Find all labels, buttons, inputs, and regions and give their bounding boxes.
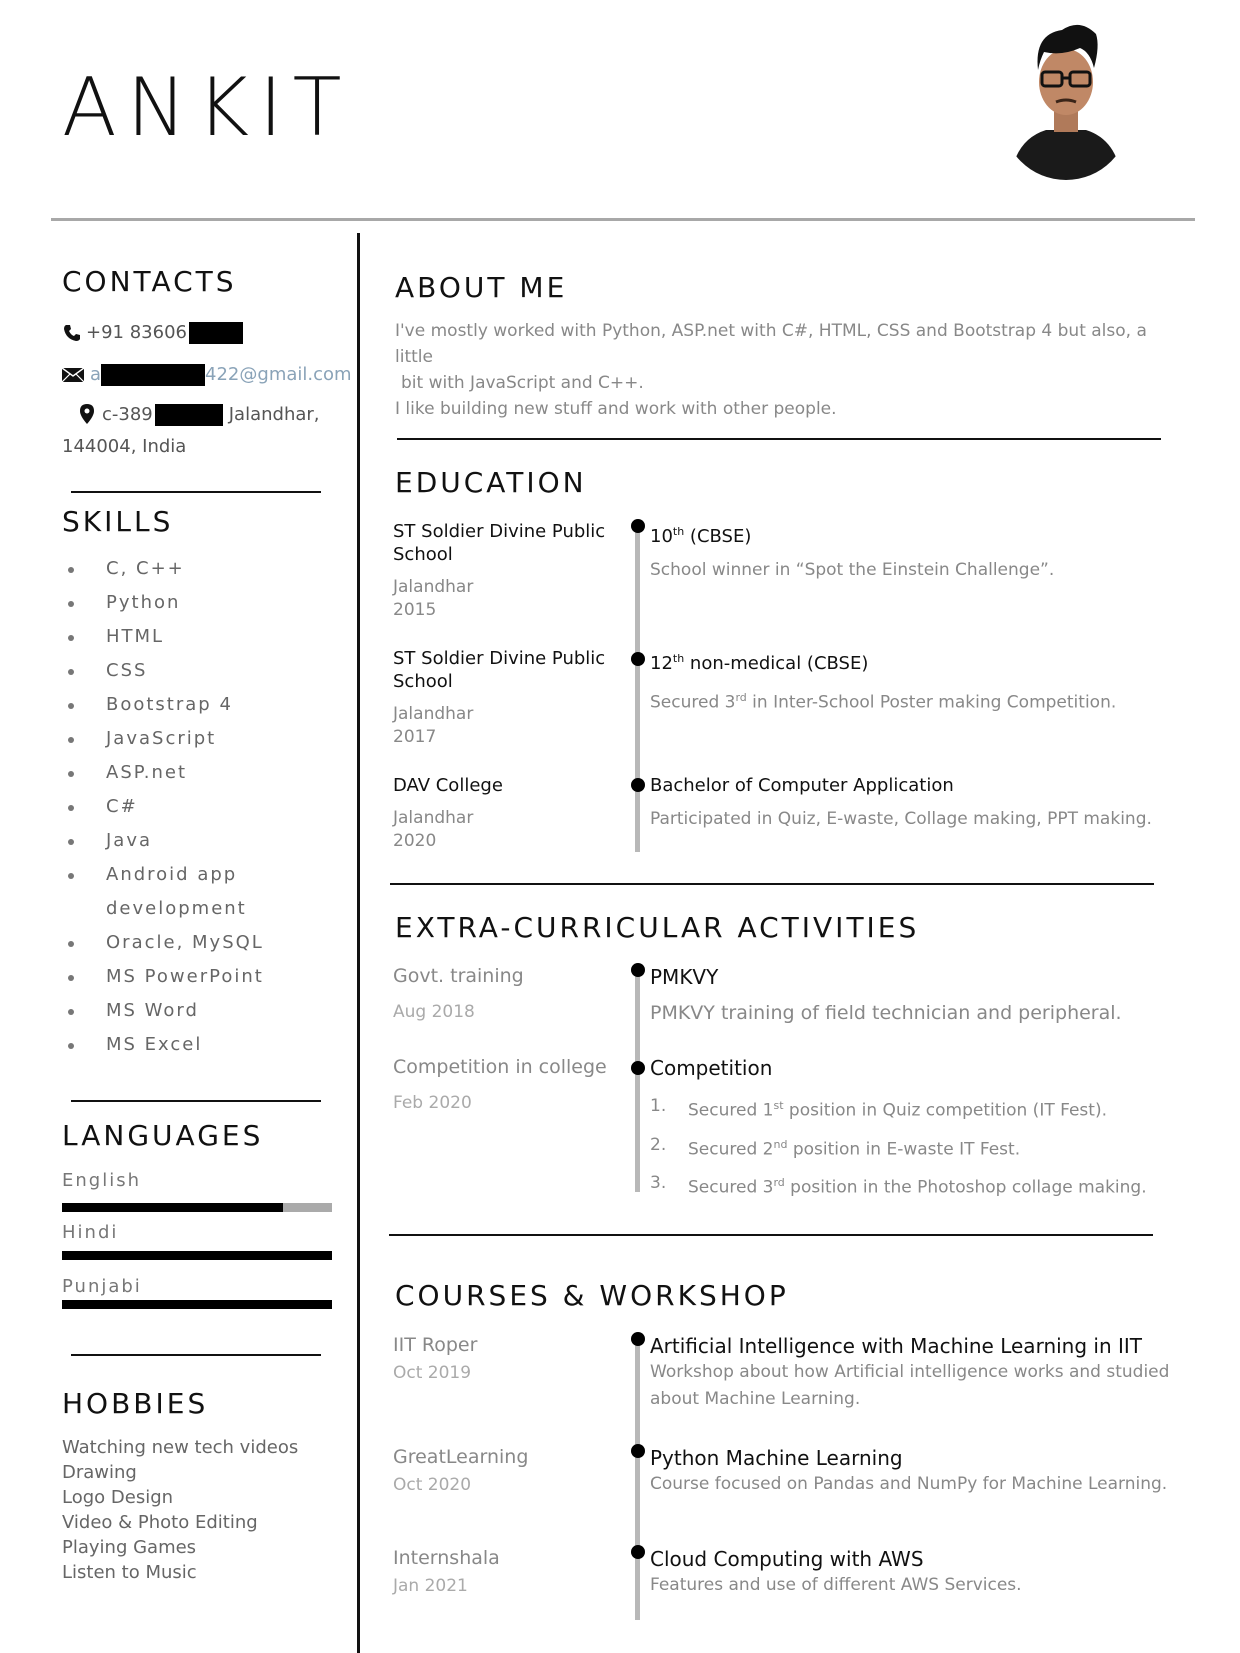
timeline-dot <box>631 1332 645 1346</box>
hobby-item: Logo Design <box>62 1487 174 1508</box>
course-entry-right <box>650 1546 1190 1599</box>
location-pin-icon <box>80 404 94 424</box>
education-entry-right <box>650 647 1190 717</box>
skill-item: JavaScript <box>62 722 336 756</box>
language-bar-hindi <box>62 1251 332 1260</box>
achievement-text: position in Quiz competition (IT Fest). <box>783 1100 1107 1121</box>
education-desc <box>650 684 1190 717</box>
institution-city: Jalandhar <box>393 808 474 828</box>
course-date: Oct 2020 <box>393 1475 472 1495</box>
phone-icon <box>62 323 82 343</box>
timeline-dot <box>631 778 645 792</box>
email-end[interactable]: 422@gmail.com <box>205 364 352 385</box>
activity-entry-right <box>650 1055 1190 1205</box>
course-desc: about Machine Learning. <box>650 1389 861 1409</box>
hobby-item: Drawing <box>62 1462 137 1483</box>
hobby-item: Listen to Music <box>62 1562 197 1583</box>
about-line: I like building new stuff and work with other people. <box>395 399 837 419</box>
education-entry-right <box>650 774 1190 833</box>
activity-category: Competition in college <box>393 1056 607 1078</box>
list-number: 1. <box>650 1096 667 1116</box>
education-entry-left <box>393 520 623 622</box>
skill-item: C, C++ <box>62 552 336 586</box>
education-entry-right <box>650 520 1190 584</box>
column-divider <box>357 233 360 1653</box>
title-main: 10 <box>650 526 673 547</box>
education-year: 2020 <box>393 831 437 851</box>
achievement-text: position in the Photoshop collage making. <box>784 1177 1147 1198</box>
address-line-1 <box>62 404 320 426</box>
education-desc: School winner in “Spot the Einstein Challenge”. <box>650 560 1055 580</box>
skill-item: Bootstrap 4 <box>62 688 336 722</box>
hobbies-list <box>62 1435 298 1585</box>
activity-category: Govt. training <box>393 965 524 987</box>
timeline-dot <box>631 519 645 533</box>
education-desc: Participated in Quiz, E-waste, Collage making, PPT making. <box>650 809 1152 829</box>
desc-part: in Inter-School Poster making Competition. <box>746 692 1117 713</box>
language-label-punjabi: Punjabi <box>62 1276 142 1297</box>
language-bar-fill <box>62 1251 332 1260</box>
list-number: 3. <box>650 1173 667 1194</box>
activity-title: Competition <box>650 1056 773 1080</box>
course-date: Oct 2019 <box>393 1363 472 1383</box>
skills-list <box>62 552 336 1062</box>
achievement-item <box>650 1089 1190 1128</box>
institution-city: Jalandhar <box>393 577 474 597</box>
institution-name: ST Soldier Divine Public School <box>393 521 606 565</box>
language-bar-fill <box>62 1203 283 1212</box>
hobby-item: Playing Games <box>62 1537 197 1558</box>
timeline-dot <box>631 652 645 666</box>
education-title <box>650 647 1190 676</box>
skill-item: HTML <box>62 620 336 654</box>
sidebar-divider <box>71 1100 321 1102</box>
activity-entry-left <box>393 1055 633 1115</box>
activity-date: Aug 2018 <box>393 1002 475 1022</box>
sidebar-divider <box>71 1354 321 1356</box>
section-divider <box>389 1234 1153 1236</box>
activity-entry-right <box>650 964 1190 1027</box>
contacts-heading: CONTACTS <box>62 265 237 298</box>
title-main: 12 <box>650 653 673 674</box>
education-heading: EDUCATION <box>395 466 587 499</box>
timeline-dot <box>631 963 645 977</box>
education-year: 2017 <box>393 727 437 747</box>
course-desc: Workshop about how Artificial intelligence works and studied <box>650 1362 1170 1382</box>
course-entry-left <box>393 1445 623 1497</box>
achievement-sup: rd <box>773 1176 785 1190</box>
achievement-text: Secured 1 <box>688 1100 774 1121</box>
language-bar-english <box>62 1203 332 1212</box>
profile-photo <box>1000 12 1132 182</box>
header-divider <box>51 218 1195 221</box>
skill-item: Android app development <box>62 858 336 926</box>
hobbies-heading: HOBBIES <box>62 1387 209 1420</box>
course-entry-left <box>393 1546 623 1598</box>
skill-item: MS PowerPoint <box>62 960 336 994</box>
about-line: I've mostly worked with Python, ASP.net with C#, HTML, CSS and Bootstrap 4 but also, a little <box>395 321 1147 367</box>
timeline-dot <box>631 1545 645 1559</box>
list-number: 2. <box>650 1134 667 1155</box>
timeline-line <box>635 967 640 1192</box>
courses-heading: COURSES & WORKSHOP <box>395 1279 789 1312</box>
achievement-list <box>650 1089 1190 1205</box>
email-line <box>62 364 352 386</box>
address-part-a: c-389 <box>102 404 153 425</box>
about-heading: ABOUT ME <box>395 271 568 304</box>
hobby-item: Video & Photo Editing <box>62 1512 258 1533</box>
education-title: Bachelor of Computer Application <box>650 775 954 796</box>
achievement-item <box>650 1128 1190 1167</box>
skill-item: ASP.net <box>62 756 336 790</box>
achievement-sup: st <box>773 1099 784 1112</box>
language-label-english: English <box>62 1170 141 1191</box>
section-divider <box>390 883 1154 885</box>
title-sup: th <box>672 525 685 538</box>
skills-heading: SKILLS <box>62 505 174 538</box>
timeline-line <box>635 1335 640 1620</box>
skill-item: CSS <box>62 654 336 688</box>
address-part-b: Jalandhar, <box>228 404 320 425</box>
language-label-hindi: Hindi <box>62 1222 119 1243</box>
title-sup: th <box>672 652 685 665</box>
address-line-2: 144004, India <box>62 436 187 457</box>
timeline-dot <box>631 1444 645 1458</box>
sidebar-divider <box>71 491 321 493</box>
course-date: Jan 2021 <box>393 1576 468 1596</box>
timeline-line <box>635 525 640 852</box>
institution-name: ST Soldier Divine Public School <box>393 648 606 692</box>
education-title <box>650 520 1190 549</box>
title-rest: non-medical (CBSE) <box>684 653 869 674</box>
about-line: bit with JavaScript and C++. <box>401 373 644 393</box>
education-entry-left <box>393 774 623 853</box>
course-title: Artificial Intelligence with Machine Learning in IIT <box>650 1334 1143 1358</box>
skill-item: MS Word <box>62 994 336 1028</box>
skill-item: C# <box>62 790 336 824</box>
achievement-sup: nd <box>773 1137 788 1151</box>
activity-date: Feb 2020 <box>393 1093 472 1113</box>
email-start[interactable]: a <box>90 364 102 385</box>
course-entry-right <box>650 1445 1190 1498</box>
achievement-text: Secured 2 <box>688 1139 774 1160</box>
institution-city: Jalandhar <box>393 704 474 724</box>
course-title: Python Machine Learning <box>650 1446 903 1470</box>
activity-desc: PMKVY training of field technician and peripheral. <box>650 1002 1122 1024</box>
title-rest: (CBSE) <box>684 526 752 547</box>
mail-icon <box>62 368 84 382</box>
phone-line <box>62 322 243 344</box>
course-provider: Internshala <box>393 1547 500 1569</box>
redaction-bar <box>101 364 205 386</box>
section-divider <box>397 438 1161 440</box>
phone-number[interactable]: +91 83606 <box>86 322 187 343</box>
skill-item: Oracle, MySQL <box>62 926 336 960</box>
extra-heading: EXTRA-CURRICULAR ACTIVITIES <box>395 911 920 944</box>
course-desc: Course focused on Pandas and NumPy for Machine Learning. <box>650 1474 1168 1494</box>
timeline-dot <box>631 1061 645 1075</box>
skill-item: MS Excel <box>62 1028 336 1062</box>
course-title: Cloud Computing with AWS <box>650 1547 924 1571</box>
activity-title: PMKVY <box>650 965 719 989</box>
course-entry-right <box>650 1333 1190 1413</box>
course-desc: Features and use of different AWS Services. <box>650 1575 1022 1595</box>
language-bar-punjabi <box>62 1300 332 1309</box>
course-entry-left <box>393 1333 623 1385</box>
language-bar-fill <box>62 1300 332 1309</box>
achievement-text: position in E-waste IT Fest. <box>787 1139 1021 1160</box>
hobby-item: Watching new tech videos <box>62 1437 299 1458</box>
skill-item: Python <box>62 586 336 620</box>
desc-part: Secured 3 <box>650 692 736 713</box>
achievement-item <box>650 1166 1190 1205</box>
redaction-bar <box>189 322 243 344</box>
institution-name: DAV College <box>393 775 503 796</box>
education-year: 2015 <box>393 600 437 620</box>
course-provider: IIT Roper <box>393 1334 478 1356</box>
skill-item: Java <box>62 824 336 858</box>
education-entry-left <box>393 647 623 749</box>
course-provider: GreatLearning <box>393 1446 529 1468</box>
resume-name: ANKIT <box>62 61 352 154</box>
activity-entry-left <box>393 964 633 1024</box>
achievement-text: Secured 3 <box>688 1177 774 1198</box>
desc-sup: rd <box>735 691 747 704</box>
redaction-bar <box>155 404 223 426</box>
languages-heading: LANGUAGES <box>62 1119 264 1152</box>
about-text <box>395 318 1185 422</box>
